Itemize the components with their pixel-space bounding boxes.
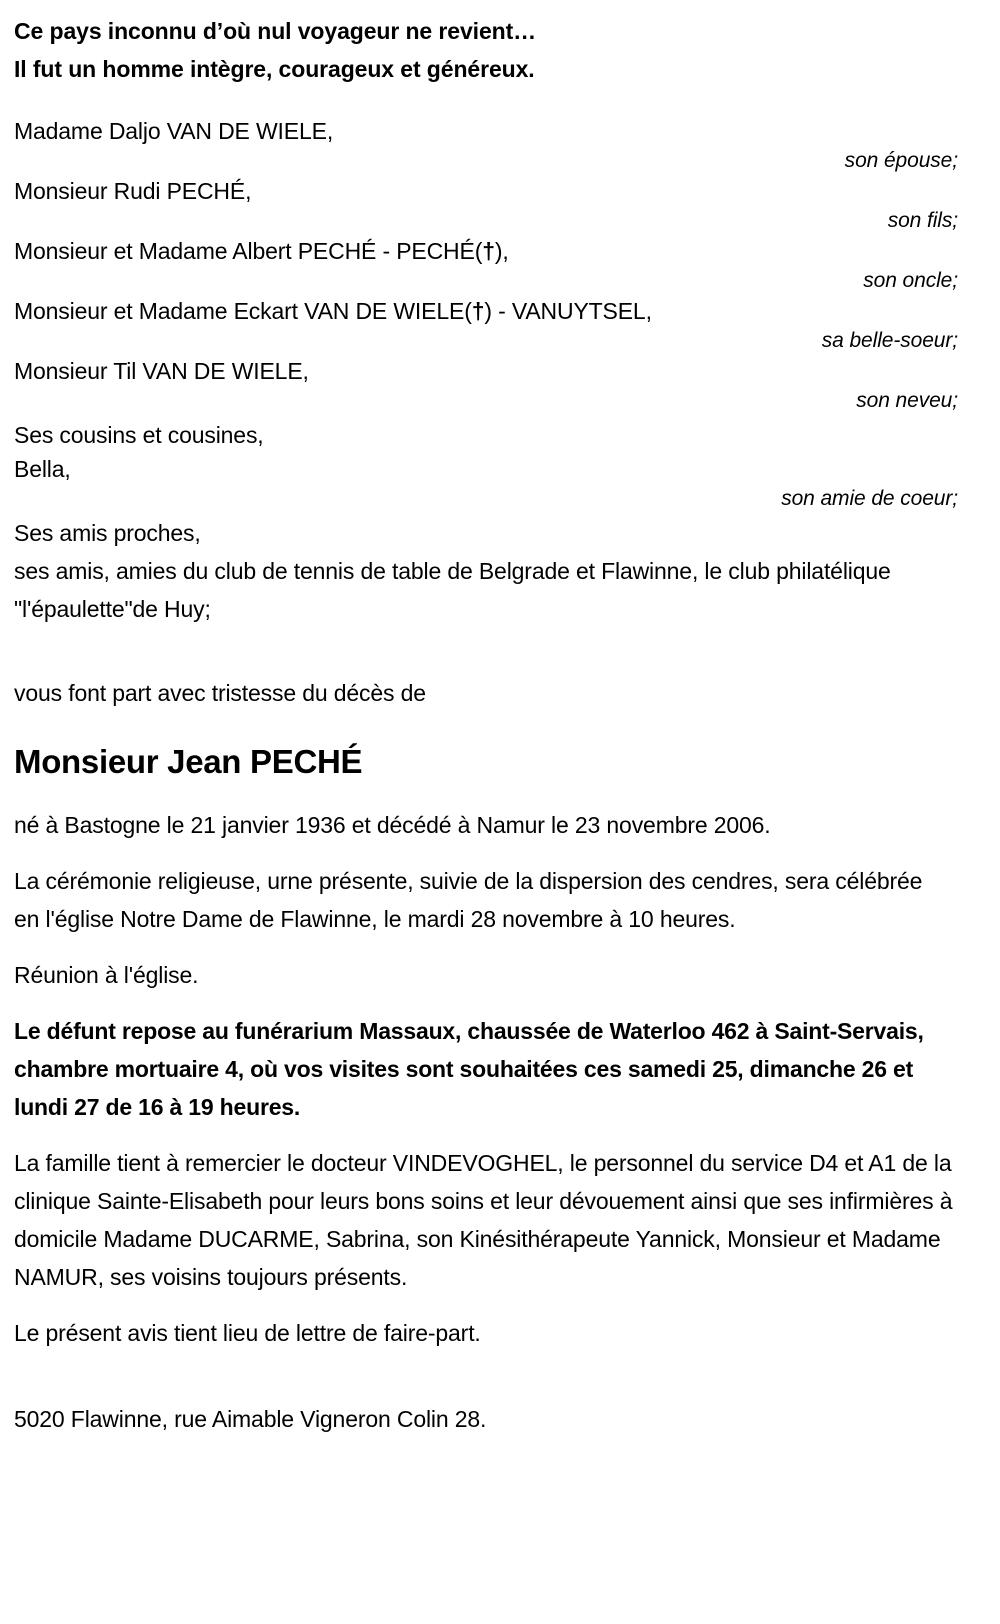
deceased-name: Monsieur Jean PECHÉ: [14, 743, 363, 780]
mourner-name: Monsieur et Madame Eckart VAN DE WIELE(†) - VANUYTSEL,: [14, 298, 652, 324]
mourner-name: Ses amis proches,: [14, 520, 201, 546]
address-line: 5020 Flawinne, rue Aimable Vigneron Colin 28.: [14, 1406, 487, 1432]
mourner-name: Monsieur Rudi PECHÉ,: [14, 178, 252, 204]
mourner-relation: sa belle-soeur;: [821, 329, 958, 352]
funeral-home-paragraph: Le défunt repose au funérarium Massaux, chaussée de Waterloo 462 à Saint-Servais, chambre mortuaire 4, où vos visites sont souhaitées ces samedi 25, dimanche 26 et lundi 27 de 16 à 19 heures.: [14, 1018, 924, 1120]
mourner-row: [14, 454, 960, 514]
epitaph-line-1: Ce pays inconnu d’où nul voyageur ne revient…: [14, 18, 537, 44]
mourner-relation: son oncle;: [863, 269, 958, 292]
mourners-list: [14, 116, 960, 628]
mourner-row: [14, 356, 960, 416]
mourner-relation: son neveu;: [856, 389, 958, 412]
mourner-relation: son épouse;: [844, 149, 958, 172]
ceremony-paragraph: La cérémonie religieuse, urne présente, suivie de la dispersion des cendres, sera célébrée en l'église Notre Dame de Flawinne, le mardi 28 novembre à 10 heures.: [14, 868, 923, 932]
mourner-name: Madame Daljo VAN DE WIELE,: [14, 118, 334, 144]
friends-and-clubs-line: ses amis, amies du club de tennis de table de Belgrade et Flawinne, le club philatélique "l'épaulette"de Huy;: [14, 558, 891, 622]
announcement-line: vous font part avec tristesse du décès de: [14, 680, 426, 706]
birth-death-line: né à Bastogne le 21 janvier 1936 et décédé à Namur le 23 novembre 2006.: [14, 812, 771, 838]
mourner-row: [14, 176, 960, 236]
mourner-name: Ses cousins et cousines,: [14, 422, 264, 448]
mourner-row: [14, 416, 960, 454]
mourner-relation: son fils;: [887, 209, 958, 232]
dagger-icon: †: [471, 298, 485, 324]
dagger-icon: †: [482, 238, 495, 264]
mourner-row: [14, 116, 960, 176]
notice-line: Le présent avis tient lieu de lettre de faire-part.: [14, 1320, 481, 1346]
meeting-line: Réunion à l'église.: [14, 962, 199, 988]
mourner-row: [14, 514, 960, 552]
mourner-name: Monsieur et Madame Albert PECHÉ - PECHÉ(†),: [14, 238, 509, 264]
mourner-row: [14, 236, 960, 296]
mourner-name: Bella,: [14, 456, 71, 482]
thanks-paragraph: La famille tient à remercier le docteur VINDEVOGHEL, le personnel du service D4 et A1 de la clinique Sainte-Elisabeth pour leurs bons soins et leur dévouement ainsi que ses infirmières à domicile Madame DUCARME, Sabrina, son Kinésithérapeute Yannick, Monsieur et Madame NAMUR, ses voisins toujours présents.: [14, 1150, 953, 1290]
mourner-name: Monsieur Til VAN DE WIELE,: [14, 358, 309, 384]
mourner-row: [14, 296, 960, 356]
mourner-relation: son amie de coeur;: [781, 487, 958, 510]
epitaph-line-2: Il fut un homme intègre, courageux et généreux.: [14, 56, 535, 82]
